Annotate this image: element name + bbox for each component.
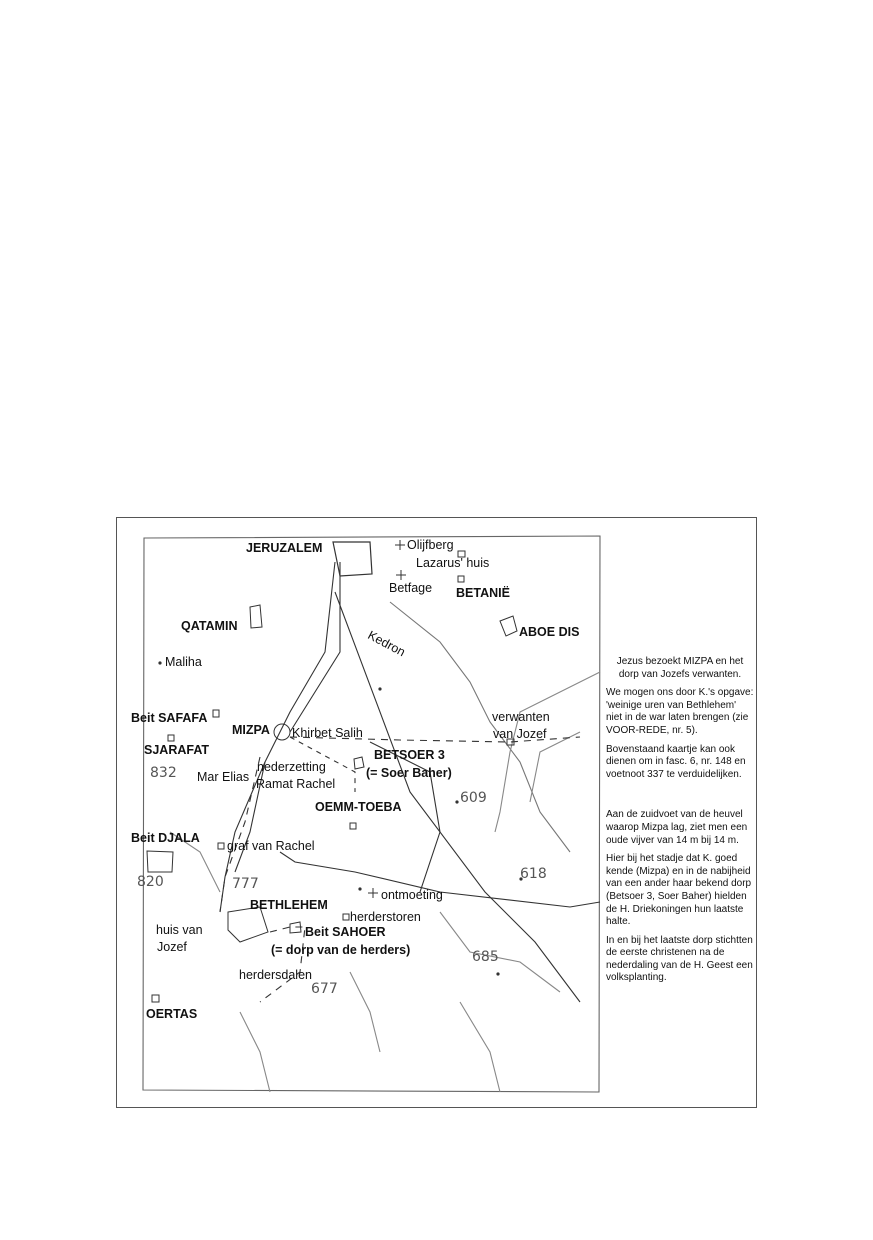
label-aboe-dis: ABOE DIS <box>519 625 580 639</box>
label-mizpa: MIZPA <box>232 723 270 737</box>
note-driekoningen: Hier bij het stadje dat K. goed kende (Mizpa) en in de nabijheid van een ander haar bekend dorp (Betsoer 3, Soer Baher) hielden de H. Driekoningen hun laatste halte. <box>606 853 752 928</box>
label-beit-djala: Beit DJALA <box>131 831 200 845</box>
label-verwanten: verwanten <box>492 710 550 724</box>
label-herdersdalen: herdersdalen <box>239 968 312 982</box>
elevation-618: 618 <box>520 866 547 882</box>
elevation-820: 820 <box>137 874 164 890</box>
label-betanie: BETANIË <box>456 586 510 600</box>
label-maliha: Maliha <box>165 655 202 669</box>
elevation-609: 609 <box>460 790 487 806</box>
elevation-832: 832 <box>150 765 177 781</box>
label-beit-sahoer-2: (= dorp van de herders) <box>271 943 411 957</box>
label-nederzetting: nederzetting <box>257 760 326 774</box>
label-herderstoren: herderstoren <box>350 910 421 924</box>
note-volksplanting: In en bij het laatste dorp stichtten de eerste christenen na de nederdaling van de H. Geest een volksplanting. <box>606 934 753 984</box>
label-van-jozef: van Jozef <box>493 727 547 741</box>
elevation-777: 777 <box>232 876 259 892</box>
label-oertas: OERTAS <box>146 1007 198 1021</box>
label-lazarus-huis: Lazarus' huis <box>416 556 490 570</box>
elevation-677: 677 <box>311 981 338 997</box>
note-vijver: Aan de zuidvoet van de heuvel waarop Mizpa lag, ziet men een oude vijver van 14 m bij 14 m. <box>606 809 748 846</box>
elevation-685: 685 <box>472 949 499 965</box>
label-beit-safafa: Beit SAFAFA <box>131 711 208 725</box>
label-olijfberg: Olijfberg <box>407 538 454 552</box>
sketch-map <box>131 532 604 1096</box>
label-ramat-rachel: Ramat Rachel <box>256 777 336 791</box>
label-mar-elias: Mar Elias <box>197 770 250 784</box>
note-kaartje: Bovenstaand kaartje kan ook dienen om in fasc. 6, nr. 148 en voetnoot 337 te verduidelijken. <box>606 743 746 780</box>
label-jozef: Jozef <box>157 940 187 954</box>
note-uren: We mogen ons door K.'s opgave: 'weinige uren van Bethlehem' niet in de war laten brengen (zie VOOR-REDE, nr. 5). <box>606 687 754 736</box>
label-betsoer-2: (= Soer Baher) <box>366 766 452 780</box>
label-oemm-toeba: OEMM-TOEBA <box>315 800 402 814</box>
label-sjarafat: SJARAFAT <box>144 743 210 757</box>
label-huis-van: huis van <box>156 923 203 937</box>
sidebar-notes <box>606 656 754 991</box>
label-bethlehem: BETHLEHEM <box>250 898 328 912</box>
label-qatamin: QATAMIN <box>181 619 238 633</box>
label-beit-sahoer-1: Beit SAHOER <box>305 925 386 939</box>
label-jeruzalem: JERUZALEM <box>246 541 323 555</box>
note-intro: Jezus bezoekt MIZPA en het dorp van Jozefs verwanten. <box>616 656 744 680</box>
label-graf-rachel: graf van Rachel <box>227 839 315 853</box>
label-ontmoeting: ontmoeting <box>381 888 443 902</box>
label-betsoer-1: BETSOER 3 <box>374 748 445 762</box>
label-khirbet-salih: Khirbet Salih <box>292 726 363 740</box>
label-betfage: Betfage <box>389 581 433 595</box>
label-kedron: Kedron <box>365 628 408 660</box>
